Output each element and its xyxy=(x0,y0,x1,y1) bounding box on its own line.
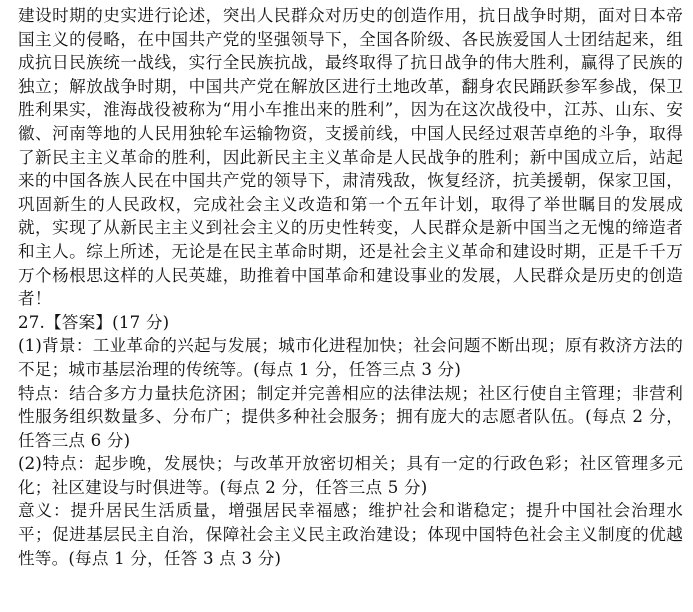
answer-part2-features: (2)特点：起步晚，发展快；与改革开放密切相关；具有一定的行政色彩；社区管理多元化；社区建设与时俱进等。(每点 2 分，任答三点 5 分) xyxy=(18,454,683,497)
answer-part1-background: (1)背景：工业革命的兴起与发展；城市化进程加快；社会问题不断出现；原有救济方法的不足；城市基层治理的传统等。(每点 1 分，任答三点 3 分) xyxy=(18,336,683,379)
answer-part1-features: 特点：结合多方力量扶危济困；制定并完善相应的法律法规；社区行使自主管理；非营利性服务组织数量多、分布广；提供多种社会服务；拥有庞大的志愿者队伍。(每点 2 分，任答三点 6 分) xyxy=(18,383,683,450)
essay-paragraph: 建设时期的史实进行论述，突出人民群众对历史的创造作用，抗日战争时期，面对日本帝国主义的侵略，在中国共产党的坚强领导下，全国各阶级、各民族爱国人士团结起来，组成抗日民族统一战线，实行全民族抗战，最终取得了抗日战争的伟大胜利，赢得了民族的独立；解放战争时期，中国共产党在解放区进行土地改革，翻身农民踊跃参军参战，保卫胜利果实，淮海战役被称为“用小车推出来的胜利”，因为在这次战役中，江苏、山东、安徽、河南等地的人民用独轮车运输物资，支援前线，中国人民经过艰苦卓绝的斗争，取得了新民主主义革命的胜利，因此新民主主义革命是人民战争的胜利；新中国成立后，站起来的中国各族人民在中国共产党的领导下，肃清残敌，恢复经济，抗美援朝，保家卫国，巩固新生的人民政权，完成社会主义改造和第一个五年计划，取得了举世瞩目的发展成就，实现了从新民主主义到社会主义的历史性转变，人民群众是新中国当之无愧的缔造者和主人。综上所述，无论是在民主革命时期，还是社会主义革命和建设时期，正是千千万万个杨根思这样的人民英雄，助推着中国革命和建设事业的发展，人民群众是历史的创造者！ xyxy=(18,6,683,309)
answer-part2-significance: 意义：提升居民生活质量，增强居民幸福感；维护社会和谐稳定；提升中国社会治理水平；促进基层民主自治，保障社会主义民主政治建设；体现中国特色社会主义制度的优越性等。(每点 1 分，任答 3 点 3 分) xyxy=(18,501,683,568)
answer-heading: 27.【答案】(17 分) xyxy=(18,312,170,332)
